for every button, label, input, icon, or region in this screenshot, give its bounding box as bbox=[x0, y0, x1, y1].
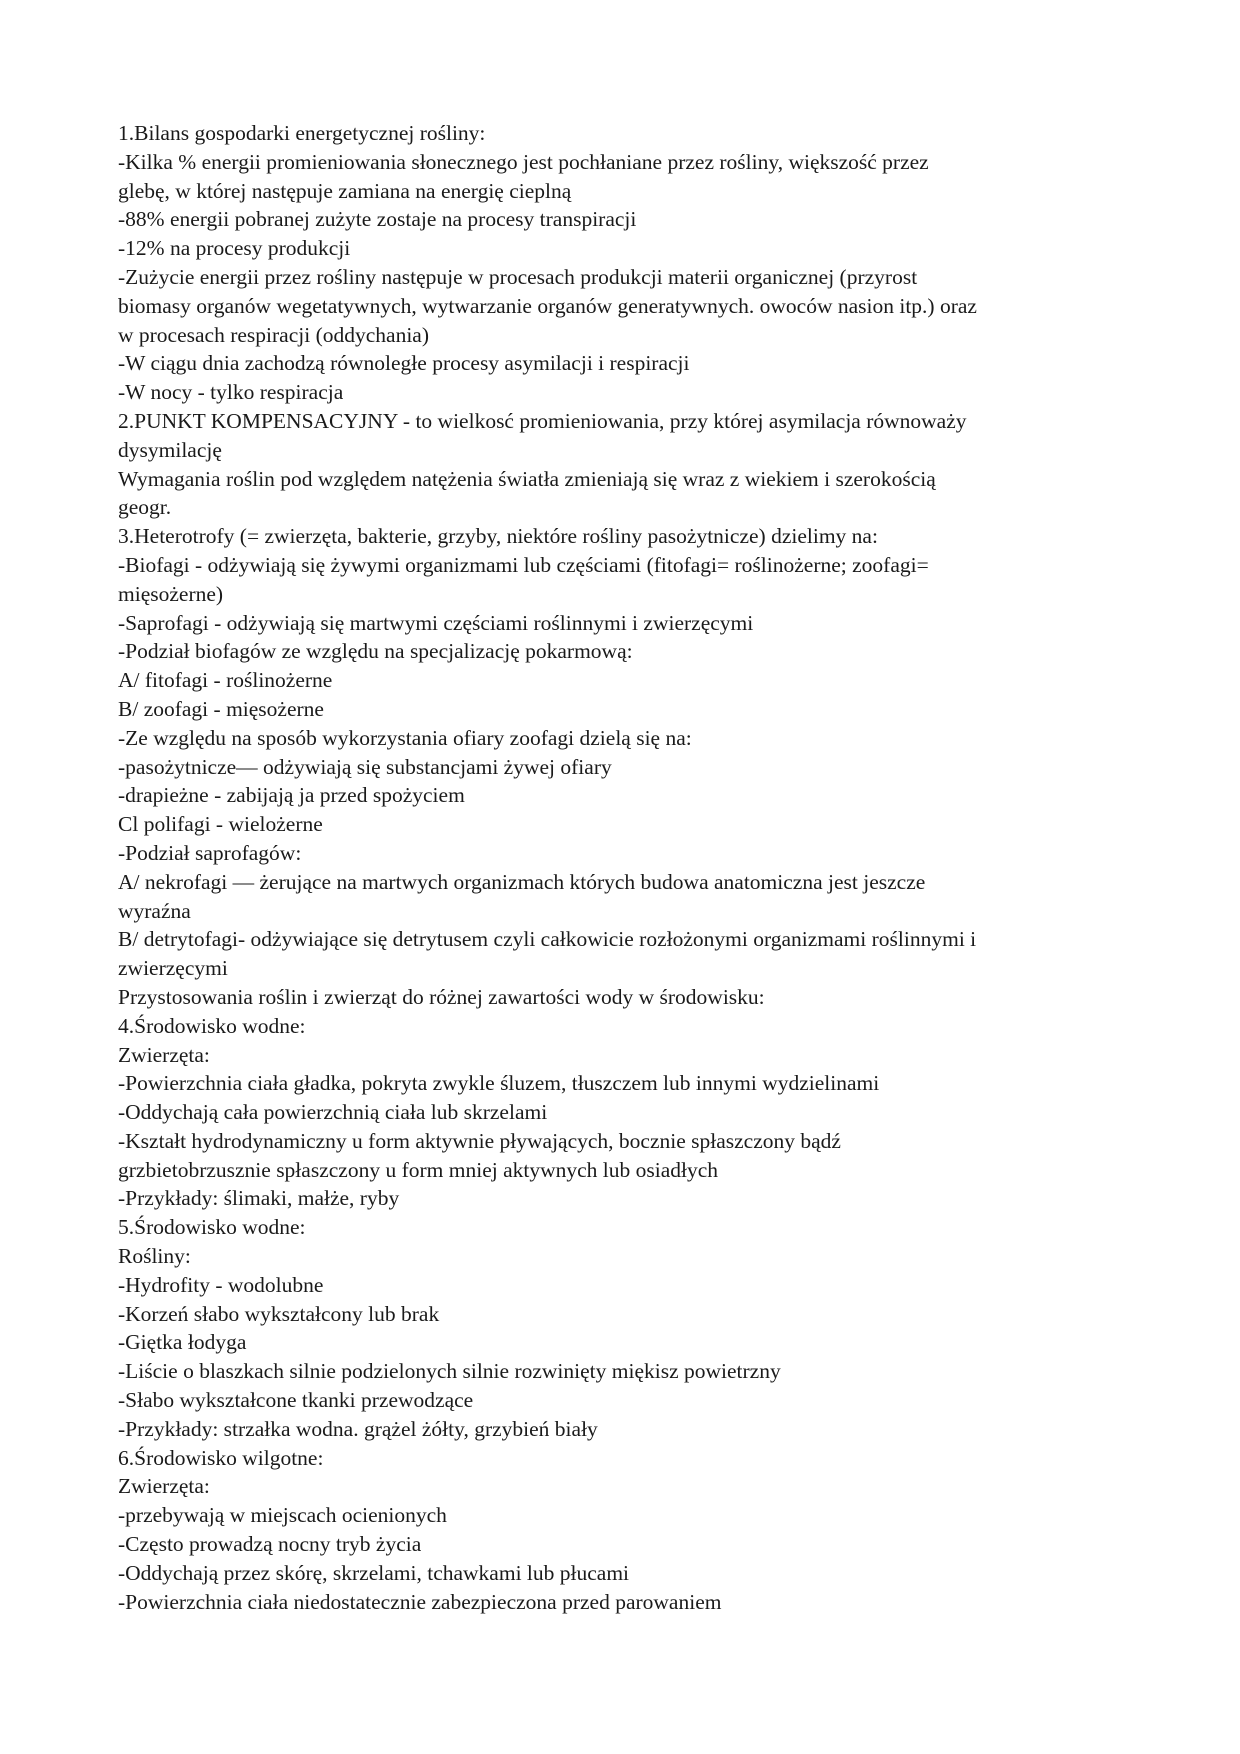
text-line: glebę, w której następuje zamiana na energię cieplną bbox=[118, 178, 572, 203]
text-line: 3.Heterotrofy (= zwierzęta, bakterie, grzyby, niektóre rośliny pasożytnicze) dzielimy na: bbox=[118, 524, 878, 549]
text-line: -Oddychają przez skórę, skrzelami, tchawkami lub płucami bbox=[118, 1560, 630, 1585]
text-line: zwierzęcymi bbox=[118, 956, 228, 981]
text-line: -88% energii pobranej zużyte zostaje na procesy transpiracji bbox=[118, 207, 637, 232]
text-line: -W nocy - tylko respiracja bbox=[118, 380, 344, 405]
text-line: B/ detrytofagi- odżywiające się detrytusem czyli całkowicie rozłożonymi organizmami roślinnymi i bbox=[118, 927, 977, 952]
text-line: w procesach respiracji (oddychania) bbox=[118, 322, 430, 347]
text-line: -Przykłady: strzałka wodna. grążel żółty, grzybień biały bbox=[118, 1416, 598, 1441]
text-line: mięsożerne) bbox=[118, 581, 224, 606]
text-line: -Giętka łodyga bbox=[118, 1330, 247, 1355]
text-line: Wymagania roślin pod względem natężenia światła zmieniają się wraz z wiekiem i szerokością bbox=[118, 466, 936, 491]
text-line: -Zużycie energii przez rośliny następuje w procesach produkcji materii organicznej (przyrost bbox=[118, 264, 918, 289]
text-line: -Oddychają cała powierzchnią ciała lub skrzelami bbox=[118, 1100, 548, 1125]
text-line: Zwierzęta: bbox=[118, 1474, 210, 1499]
text-line: wyraźna bbox=[118, 898, 191, 923]
text-line: geogr. bbox=[118, 495, 172, 520]
text-line: Cl polifagi - wielożerne bbox=[118, 812, 323, 837]
text-line: -Ze względu na sposób wykorzystania ofiary zoofagi dzielą się na: bbox=[118, 725, 692, 750]
text-line: A/ nekrofagi — żerujące na martwych organizmach których budowa anatomiczna jest jeszcze bbox=[118, 869, 926, 894]
text-line: 6.Środowisko wilgotne: bbox=[118, 1445, 324, 1470]
text-line: -Podział saprofagów: bbox=[118, 840, 302, 865]
text-line: -Często prowadzą nocny tryb życia bbox=[118, 1532, 422, 1557]
text-line: -przebywają w miejscach ocienionych bbox=[118, 1503, 447, 1528]
text-line: -Biofagi - odżywiają się żywymi organizmami lub częściami (fitofagi= roślinożerne; zoofagi= bbox=[118, 552, 929, 577]
text-line: -Liście o blaszkach silnie podzielonych silnie rozwinięty miękisz powietrzny bbox=[118, 1359, 781, 1384]
text-line: -Podział biofagów ze względu na specjalizację pokarmową: bbox=[118, 639, 633, 664]
text-line: -Kilka % energii promieniowania słonecznego jest pochłaniane przez rośliny, większość przez bbox=[118, 149, 929, 174]
text-line: grzbietobrzusznie spłaszczony u form mniej aktywnych lub osiadłych bbox=[118, 1157, 719, 1182]
text-line: B/ zoofagi - mięsożerne bbox=[118, 696, 324, 721]
text-line: -Powierzchnia ciała niedostatecznie zabezpieczona przed parowaniem bbox=[118, 1589, 722, 1614]
text-line: -Korzeń słabo wykształcony lub brak bbox=[118, 1301, 440, 1326]
text-line: -Powierzchnia ciała gładka, pokryta zwykle śluzem, tłuszczem lub innymi wydzielinami bbox=[118, 1071, 880, 1096]
text-line: -Przykłady: ślimaki, małże, ryby bbox=[118, 1186, 400, 1211]
text-line: -Słabo wykształcone tkanki przewodzące bbox=[118, 1388, 474, 1413]
text-line: 4.Środowisko wodne: bbox=[118, 1013, 306, 1038]
text-line: -W ciągu dnia zachodzą równoległe procesy asymilacji i respiracji bbox=[118, 351, 690, 376]
text-line: -12% na procesy produkcji bbox=[118, 236, 351, 261]
text-line: Zwierzęta: bbox=[118, 1042, 210, 1067]
text-line: -drapieżne - zabijają ja przed spożyciem bbox=[118, 783, 465, 808]
document-text bbox=[118, 119, 1128, 1616]
text-line: -Hydrofity - wodolubne bbox=[118, 1272, 324, 1297]
text-line: 2.PUNKT KOMPENSACYJNY - to wielkosć promieniowania, przy której asymilacja równoważy bbox=[118, 408, 967, 433]
text-line: 1.Bilans gospodarki energetycznej rośliny: bbox=[118, 121, 486, 145]
text-line: biomasy organów wegetatywnych, wytwarzanie organów generatywnych. owoców nasion itp.) oraz bbox=[118, 293, 977, 318]
text-line: -Kształt hydrodynamiczny u form aktywnie pływających, bocznie spłaszczony bądź bbox=[118, 1128, 841, 1153]
text-line: Rośliny: bbox=[118, 1244, 191, 1269]
text-line: -pasożytnicze— odżywiają się substancjami żywej ofiary bbox=[118, 754, 612, 779]
text-line: A/ fitofagi - roślinożerne bbox=[118, 668, 333, 693]
text-line: -Saprofagi - odżywiają się martwymi częściami roślinnymi i zwierzęcymi bbox=[118, 610, 754, 635]
text-line: 5.Środowisko wodne: bbox=[118, 1215, 306, 1240]
text-line: Przystosowania roślin i zwierząt do różnej zawartości wody w środowisku: bbox=[118, 984, 765, 1009]
text-line: dysymilację bbox=[118, 437, 222, 462]
